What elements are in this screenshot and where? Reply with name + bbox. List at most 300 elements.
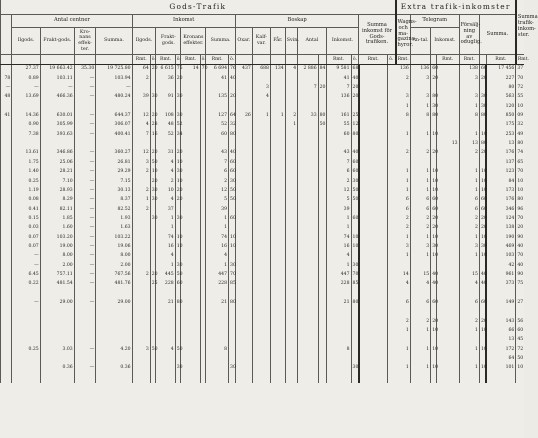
table-cell: 0.36 xyxy=(96,364,132,373)
table-cell: 4 xyxy=(156,196,175,205)
table-cell: 850 xyxy=(486,112,516,121)
table-cell: 103.94 xyxy=(96,74,132,83)
table-cell: 30 xyxy=(175,215,181,224)
table-cell: 2 xyxy=(410,215,430,224)
table-cell: 469 xyxy=(486,243,516,252)
table-cell: 60 xyxy=(431,299,437,308)
table-cell xyxy=(252,224,270,233)
table-cell: 644.37 xyxy=(96,112,132,121)
table-cell: — xyxy=(12,84,40,93)
table-cell: 28 xyxy=(150,121,156,130)
table-cell: 4 xyxy=(156,168,175,177)
table-cell xyxy=(479,261,486,270)
table-cell xyxy=(181,196,200,205)
table-cell: 7 xyxy=(326,84,351,93)
table-cell xyxy=(235,205,252,214)
table-row xyxy=(1,373,525,382)
table-cell xyxy=(318,280,326,289)
table-cell: 2 xyxy=(387,317,410,326)
table-cell: 14.36 xyxy=(12,112,40,121)
table-cell xyxy=(206,102,229,111)
table-cell: 447 xyxy=(326,271,351,280)
table-cell: 32 xyxy=(229,121,236,130)
ledger-body xyxy=(1,65,525,383)
table-cell: 103.11 xyxy=(40,74,74,83)
table-row xyxy=(1,243,525,252)
table-cell xyxy=(156,327,175,336)
table-cell: 360.27 xyxy=(96,149,132,158)
table-cell: 20 xyxy=(479,317,486,326)
table-cell: 37 xyxy=(516,65,524,75)
table-cell xyxy=(270,168,285,177)
table-cell xyxy=(410,84,430,93)
table-cell: 41 xyxy=(206,74,229,83)
table-cell: 27.37 xyxy=(12,65,40,75)
table-cell: 1 xyxy=(156,261,175,270)
boskap-inkomst-heading: Inkomst. xyxy=(326,28,359,55)
table-cell: 2 xyxy=(132,271,150,280)
table-cell xyxy=(1,317,12,326)
table-cell: 6 xyxy=(387,205,410,214)
table-cell: 19 663.42 xyxy=(40,65,74,75)
table-cell xyxy=(359,65,387,75)
table-cell xyxy=(285,215,297,224)
table-cell xyxy=(298,196,318,205)
table-cell xyxy=(387,140,410,149)
table-row xyxy=(1,102,525,111)
table-cell: 4 xyxy=(132,121,150,130)
table-cell: 52 xyxy=(206,121,229,130)
table-cell: 6.45 xyxy=(12,271,40,280)
table-cell xyxy=(387,261,410,270)
table-cell xyxy=(459,261,479,270)
table-cell: 84 xyxy=(486,177,516,186)
table-cell xyxy=(359,84,387,93)
table-cell xyxy=(40,289,74,298)
table-cell: 1 xyxy=(459,252,479,261)
table-cell xyxy=(74,140,96,149)
oxar-heading: Oxar. xyxy=(235,28,252,55)
table-cell xyxy=(1,224,12,233)
table-cell: 10 xyxy=(479,252,486,261)
table-cell: 393.63 xyxy=(40,130,74,139)
table-cell: 21 xyxy=(326,299,351,308)
table-cell: 2 xyxy=(387,74,410,83)
table-cell: 34 xyxy=(175,130,181,139)
table-cell: 50 xyxy=(150,158,156,167)
table-cell: 39 xyxy=(206,205,229,214)
table-cell: 3 xyxy=(459,93,479,102)
table-cell: 33 xyxy=(298,112,318,121)
table-cell: 10 xyxy=(431,130,437,139)
table-row xyxy=(1,224,525,233)
table-cell xyxy=(156,289,175,298)
table-cell: 1 xyxy=(326,215,351,224)
table-cell: 10 xyxy=(479,327,486,336)
table-cell: 70 xyxy=(200,65,206,75)
table-cell xyxy=(359,177,387,186)
table-cell xyxy=(436,373,459,382)
table-cell xyxy=(235,364,252,373)
table-cell: 20 xyxy=(516,224,524,233)
table-cell xyxy=(436,327,459,336)
table-cell xyxy=(235,93,252,102)
table-cell: 30 xyxy=(229,364,236,373)
table-cell xyxy=(206,336,229,345)
table-cell: 41 xyxy=(326,74,351,83)
table-cell xyxy=(229,252,236,261)
table-cell xyxy=(436,93,459,102)
table-cell xyxy=(359,140,387,149)
table-cell xyxy=(235,186,252,195)
table-cell: 1.63 xyxy=(96,224,132,233)
unit-rmt: Rmt. xyxy=(156,55,175,65)
table-cell: 8.00 xyxy=(40,252,74,261)
table-cell xyxy=(298,243,318,252)
table-cell: 7.38 xyxy=(12,130,40,139)
table-cell xyxy=(206,84,229,93)
fraktgods-inkomst-heading: Frakt-gods. xyxy=(156,28,181,55)
table-cell: 30.13 xyxy=(96,186,132,195)
table-cell xyxy=(270,355,285,364)
table-cell xyxy=(359,243,387,252)
table-cell xyxy=(318,299,326,308)
table-cell: 1 xyxy=(459,186,479,195)
table-cell: 16 xyxy=(156,243,175,252)
table-cell: — xyxy=(40,84,74,93)
table-cell: 20 xyxy=(479,224,486,233)
table-cell: 20 xyxy=(351,84,359,93)
table-cell: 19 725.80 xyxy=(96,65,132,75)
table-cell: 10 xyxy=(431,186,437,195)
table-cell xyxy=(270,158,285,167)
table-cell: 74 xyxy=(326,233,351,242)
table-cell xyxy=(252,308,270,317)
table-cell xyxy=(12,102,40,111)
table-cell xyxy=(285,93,297,102)
table-cell xyxy=(1,233,12,242)
table-cell xyxy=(516,308,524,317)
table-cell: 228 xyxy=(326,280,351,289)
table-cell xyxy=(285,336,297,345)
table-cell: 176 xyxy=(486,149,516,158)
table-cell xyxy=(229,317,236,326)
table-cell: 1 xyxy=(410,130,430,139)
table-cell xyxy=(270,280,285,289)
table-cell xyxy=(235,233,252,242)
table-row xyxy=(1,261,525,270)
table-cell xyxy=(12,364,40,373)
table-cell xyxy=(206,373,229,382)
table-cell xyxy=(459,158,479,167)
table-cell: 20 xyxy=(351,93,359,102)
table-cell xyxy=(318,345,326,354)
table-cell: — xyxy=(74,74,96,83)
table-cell xyxy=(436,261,459,270)
table-cell: 37 xyxy=(156,205,175,214)
summa-inkomst-heading: Summa. xyxy=(206,28,235,55)
table-cell: 40 xyxy=(229,74,236,83)
table-cell xyxy=(181,261,200,270)
table-cell: 20 xyxy=(479,149,486,158)
table-cell: 55 xyxy=(326,121,351,130)
table-cell: 10 xyxy=(150,168,156,177)
table-cell xyxy=(12,327,40,336)
table-cell xyxy=(252,317,270,326)
table-cell xyxy=(181,102,200,111)
table-row xyxy=(1,215,525,224)
table-cell xyxy=(181,271,200,280)
table-cell xyxy=(132,364,150,373)
table-cell xyxy=(156,317,175,326)
table-cell xyxy=(252,168,270,177)
table-cell xyxy=(318,355,326,364)
table-cell xyxy=(132,317,150,326)
table-cell xyxy=(318,243,326,252)
table-cell xyxy=(181,345,200,354)
table-cell: 80 xyxy=(351,299,359,308)
table-cell: 136 xyxy=(410,65,430,75)
table-cell: 481.76 xyxy=(96,280,132,289)
table-cell xyxy=(359,261,387,270)
table-cell: — xyxy=(1,84,12,93)
table-cell: 1 xyxy=(410,177,430,186)
table-cell: 27 xyxy=(516,299,524,308)
table-cell xyxy=(252,140,270,149)
table-cell xyxy=(96,336,132,345)
table-cell: 2 xyxy=(410,149,430,158)
table-cell xyxy=(1,308,12,317)
table-cell xyxy=(181,373,200,382)
table-row xyxy=(1,149,525,158)
unit-rmt: Rmt. xyxy=(326,55,351,65)
table-cell xyxy=(298,74,318,83)
table-cell xyxy=(229,327,236,336)
table-cell xyxy=(132,280,150,289)
table-cell xyxy=(318,233,326,242)
table-cell: 50 xyxy=(351,186,359,195)
table-cell xyxy=(459,355,479,364)
table-cell: 30 xyxy=(175,112,181,121)
table-cell xyxy=(252,252,270,261)
table-cell: — xyxy=(74,364,96,373)
table-cell xyxy=(285,186,297,195)
table-cell xyxy=(479,373,486,382)
table-cell xyxy=(270,373,285,382)
table-cell: 10 xyxy=(516,177,524,186)
table-cell: 2 xyxy=(410,317,430,326)
table-cell xyxy=(326,327,351,336)
table-row xyxy=(1,299,525,308)
table-cell: 76 xyxy=(229,65,236,75)
table-cell: 1 xyxy=(459,168,479,177)
unit-ore: ö. xyxy=(175,55,181,65)
table-cell xyxy=(436,84,459,93)
table-cell xyxy=(181,336,200,345)
table-row xyxy=(1,130,525,139)
table-cell: 2 xyxy=(459,317,479,326)
table-cell xyxy=(1,261,12,270)
table-cell: 50 xyxy=(175,271,181,280)
table-cell xyxy=(270,271,285,280)
table-cell: 21 xyxy=(156,299,175,308)
table-cell xyxy=(1,186,12,195)
table-cell xyxy=(298,289,318,298)
table-cell xyxy=(298,261,318,270)
telegram-antal-heading: An-tal. xyxy=(410,28,430,55)
table-cell xyxy=(318,130,326,139)
table-cell xyxy=(235,317,252,326)
table-cell xyxy=(235,336,252,345)
table-cell: 30 xyxy=(351,364,359,373)
table-cell: 1 xyxy=(459,130,479,139)
table-cell xyxy=(351,373,359,382)
table-cell: 3 xyxy=(387,93,410,102)
table-cell: 2 886 xyxy=(298,65,318,75)
table-cell: 21 xyxy=(206,299,229,308)
table-cell xyxy=(516,289,524,298)
table-cell xyxy=(252,233,270,242)
table-cell: 30 xyxy=(351,261,359,270)
table-cell xyxy=(252,336,270,345)
table-cell xyxy=(252,215,270,224)
table-cell xyxy=(285,308,297,317)
table-row xyxy=(1,158,525,167)
table-row xyxy=(1,317,525,326)
table-cell: 39 xyxy=(326,205,351,214)
table-cell: — xyxy=(74,112,96,121)
ilgods-inkomst-heading: Ilgods. xyxy=(132,28,156,55)
table-cell xyxy=(229,308,236,317)
table-cell xyxy=(436,308,459,317)
table-cell xyxy=(285,327,297,336)
table-cell: 13 xyxy=(486,140,516,149)
unit-rmt: Rmt. xyxy=(396,55,411,65)
table-cell xyxy=(252,289,270,298)
table-cell xyxy=(326,308,351,317)
table-cell: 68 xyxy=(351,65,359,75)
table-cell xyxy=(387,373,410,382)
table-cell: 0.89 xyxy=(12,74,40,83)
table-cell xyxy=(229,224,236,233)
table-cell xyxy=(410,121,430,130)
table-cell xyxy=(318,317,326,326)
table-cell xyxy=(410,355,430,364)
table-cell xyxy=(436,177,459,186)
table-cell xyxy=(252,345,270,354)
table-cell: 80 xyxy=(479,140,486,149)
table-cell xyxy=(436,355,459,364)
table-cell xyxy=(252,121,270,130)
table-cell: 13 xyxy=(459,140,479,149)
table-cell xyxy=(359,74,387,83)
table-cell xyxy=(436,65,459,75)
table-cell: 138 xyxy=(486,224,516,233)
table-cell: 70 xyxy=(516,252,524,261)
table-cell xyxy=(318,149,326,158)
table-cell xyxy=(318,364,326,373)
table-cell: 39 xyxy=(132,93,150,102)
table-cell: 4 xyxy=(156,345,175,354)
table-cell xyxy=(436,289,459,298)
table-cell xyxy=(359,158,387,167)
table-cell: 0.41 xyxy=(12,205,40,214)
table-cell xyxy=(1,168,12,177)
unit-ore: ö. xyxy=(200,55,206,65)
table-cell: — xyxy=(74,196,96,205)
table-cell xyxy=(318,327,326,336)
table-cell xyxy=(132,224,150,233)
table-cell: 90 xyxy=(516,271,524,280)
table-cell: 10 xyxy=(229,233,236,242)
table-cell xyxy=(40,373,74,382)
table-row xyxy=(1,336,525,345)
table-cell: 20 xyxy=(150,112,156,121)
table-cell: 48 xyxy=(156,121,175,130)
table-cell xyxy=(285,168,297,177)
table-cell: 60 xyxy=(479,196,486,205)
table-cell xyxy=(298,130,318,139)
table-cell: 1 xyxy=(410,364,430,373)
table-cell: 10 xyxy=(431,233,437,242)
table-cell xyxy=(410,373,430,382)
table-cell xyxy=(1,345,12,354)
table-cell: 400.41 xyxy=(96,130,132,139)
table-cell: 13.69 xyxy=(12,93,40,102)
table-cell xyxy=(252,149,270,158)
unit-ore: ö. xyxy=(229,55,236,65)
table-cell: 1 xyxy=(459,233,479,242)
table-cell xyxy=(229,373,236,382)
table-cell: 30 xyxy=(150,186,156,195)
table-cell: 80 xyxy=(516,196,524,205)
table-cell xyxy=(479,84,486,93)
table-cell xyxy=(1,196,12,205)
table-cell: 20 xyxy=(175,196,181,205)
table-cell: 28.93 xyxy=(40,186,74,195)
table-cell xyxy=(459,336,479,345)
table-cell xyxy=(132,327,150,336)
table-cell: 10 xyxy=(175,158,181,167)
table-cell: 32 xyxy=(516,121,524,130)
table-cell xyxy=(235,289,252,298)
table-cell xyxy=(1,177,12,186)
table-cell: 1.93 xyxy=(96,215,132,224)
table-cell xyxy=(181,158,200,167)
table-cell: 10 xyxy=(156,186,175,195)
table-cell xyxy=(132,140,150,149)
table-cell: 12 xyxy=(326,186,351,195)
table-cell: 50 xyxy=(351,196,359,205)
table-cell xyxy=(285,280,297,289)
table-cell xyxy=(181,215,200,224)
table-cell xyxy=(181,84,200,93)
table-cell: 29.29 xyxy=(96,168,132,177)
table-cell: 20 xyxy=(431,74,437,83)
table-cell: 45 xyxy=(516,336,524,345)
table-cell: 30 xyxy=(431,102,437,111)
table-cell xyxy=(252,261,270,270)
table-cell: 161 xyxy=(326,112,351,121)
table-cell: 64 xyxy=(229,112,236,121)
table-cell: 7 xyxy=(206,158,229,167)
table-cell: 20 xyxy=(150,65,156,75)
table-cell xyxy=(96,355,132,364)
table-cell xyxy=(270,186,285,195)
unit-ore: ö. xyxy=(351,55,359,65)
table-cell: 228 xyxy=(206,280,229,289)
table-row xyxy=(1,345,525,354)
